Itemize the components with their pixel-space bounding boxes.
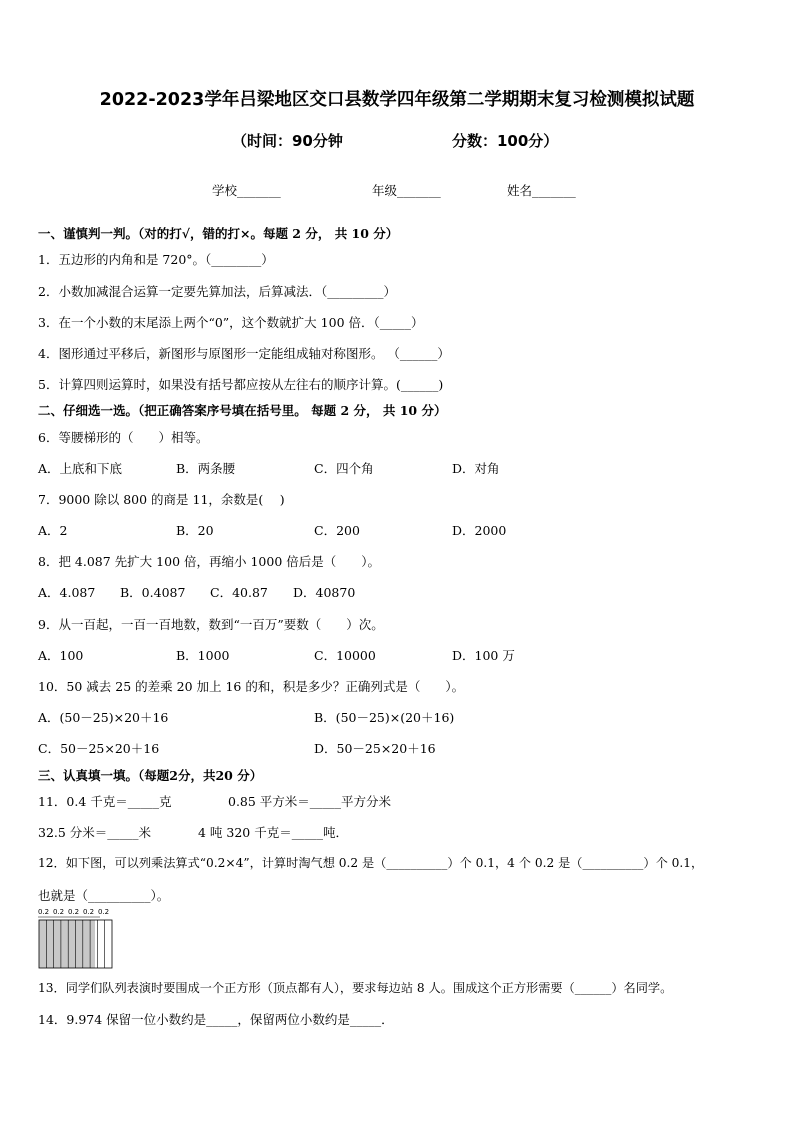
question-6-option-a: A．上底和下底 <box>38 461 123 476</box>
question-11-part-c: 32.5 分米＝_____米 <box>38 825 152 840</box>
name-field: 姓名_______ <box>507 183 576 198</box>
question-11-part-d: 4 吨 320 千克＝_____吨． <box>198 825 348 840</box>
question-5: 5．计算四则运算时，如果没有括号都应按从左往右的顺序计算。(______) <box>38 377 444 392</box>
strip-label: 0.2 <box>38 908 50 916</box>
decimal-strip-figure <box>38 908 118 970</box>
strip-label: 0.2 <box>83 908 95 916</box>
school-field: 学校_______ <box>212 183 281 198</box>
question-12: 12．如下图，可以列乘法算式“0.2×4”，计算时淘气想 0.2 是（__________）个 0.1，4 个 0.2 是（__________）个 0.1， <box>38 856 704 870</box>
question-7-option-d: D．2000 <box>452 523 507 538</box>
question-12-continued: 也就是（__________）。 <box>38 888 170 903</box>
section-2-heading: 二、仔细选一选。（把正确答案序号填在括号里。 每题 2 分， 共 10 分） <box>38 403 447 418</box>
question-8: 8．把 4.087 先扩大 100 倍，再缩小 1000 倍后是（ ）。 <box>38 554 380 569</box>
section-3-heading: 三、认真填一填。（每题2分，共20 分） <box>38 768 263 783</box>
question-10-option-b: B．(50－25)×(20＋16) <box>314 710 455 725</box>
strip-label: 0.2 <box>53 908 65 916</box>
question-7-option-a: A．2 <box>38 523 68 538</box>
question-7: 7．9000 除以 800 的商是 11，余数是( ) <box>38 492 285 507</box>
question-4: 4．图形通过平移后，新图形与原图形一定能组成轴对称图形。 （______） <box>38 346 450 361</box>
question-9-option-b: B．1000 <box>176 648 230 663</box>
question-11-part-b: 0.85 平方米＝_____平方分米 <box>228 794 392 809</box>
question-8-option-b: B．0.4087 <box>120 585 186 600</box>
question-14: 14．9.974 保留一位小数约是_____，保留两位小数约是_____． <box>38 1012 394 1027</box>
question-3: 3．在一个小数的末尾添上两个“0”，这个数就扩大 100 倍．（_____） <box>38 315 424 330</box>
question-10-option-a: A．(50－25)×20＋16 <box>38 710 169 725</box>
question-9-option-c: C．10000 <box>314 648 376 663</box>
question-10: 10．50 减去 25 的差乘 20 加上 16 的和，积是多少？正确列式是（ ）。 <box>38 679 465 694</box>
question-10-option-d: D．50－25×20＋16 <box>314 741 436 756</box>
section-1-heading: 一、谨慎判一判。（对的打√，错的打×。每题 2 分， 共 10 分） <box>38 226 399 241</box>
shaded-strips <box>39 920 95 968</box>
question-9-option-d: D．100 万 <box>452 648 515 663</box>
page-title: 2022-2023学年吕梁地区交口县数学四年级第二学期期末复习检测模拟试题 <box>99 90 695 110</box>
question-6-option-c: C．四个角 <box>314 461 374 476</box>
question-8-option-d: D．40870 <box>293 585 356 600</box>
exam-time: （时间：90分钟 <box>232 132 343 150</box>
question-8-option-a: A．4.087 <box>38 585 96 600</box>
question-9-option-a: A．100 <box>38 648 84 663</box>
question-6-option-d: D．对角 <box>452 461 500 476</box>
question-8-option-c: C．40.87 <box>210 585 268 600</box>
question-9: 9．从一百起，一百一百地数，数到“一百万”要数（ ）次。 <box>38 617 384 632</box>
question-7-option-b: B．20 <box>176 523 214 538</box>
question-6-option-b: B．两条腰 <box>176 461 236 476</box>
exam-score: 分数：100分） <box>452 132 559 150</box>
question-13: 13．同学们队列表演时要围成一个正方形（顶点都有人），要求每边站 8 人。围成这个正方形需要（______）名同学。 <box>38 981 673 995</box>
question-6: 6．等腰梯形的（ ）相等。 <box>38 430 209 445</box>
question-11-part-a: 11．0.4 千克＝_____克 <box>38 794 172 809</box>
question-7-option-c: C．200 <box>314 523 360 538</box>
question-1: 1．五边形的内角和是 720°。（________） <box>38 252 274 267</box>
question-10-option-c: C．50－25×20＋16 <box>38 741 160 756</box>
strip-label: 0.2 <box>68 908 80 916</box>
grade-field: 年级_______ <box>372 183 441 198</box>
question-2: 2．小数加减混合运算一定要先算加法，后算减法．（_________） <box>38 284 396 299</box>
strip-label: 0.2 <box>98 908 110 916</box>
